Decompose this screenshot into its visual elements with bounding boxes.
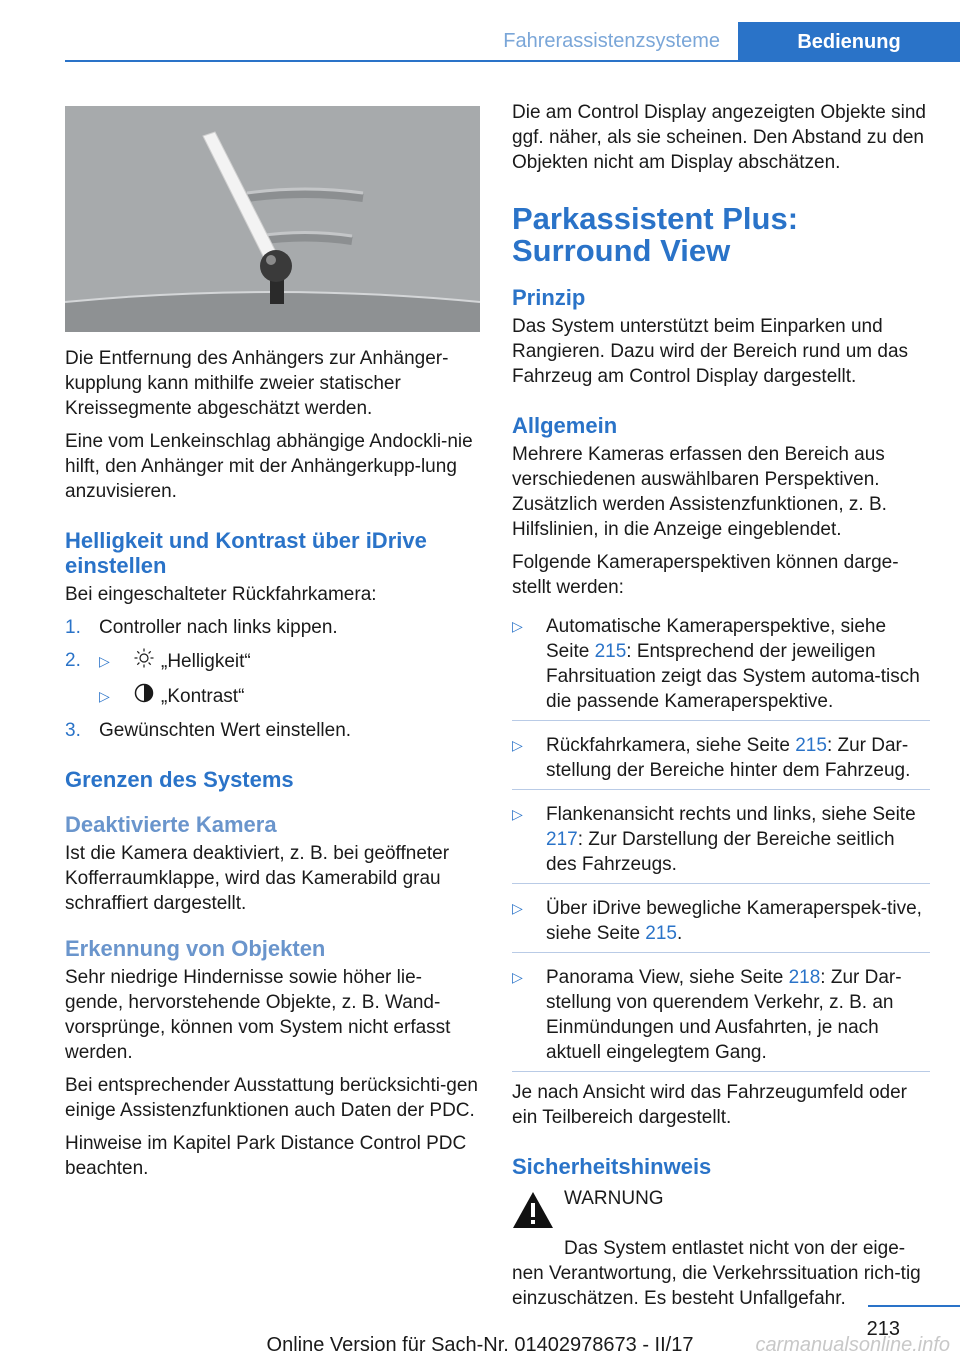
perspectives-list — [512, 608, 930, 1072]
left-column — [65, 100, 480, 1189]
steps-list — [65, 615, 480, 743]
list-item — [512, 959, 930, 1072]
heading-principle: Prinzip — [512, 285, 586, 310]
triangle-bullet-icon: ▷ — [512, 618, 523, 634]
page-link[interactable]: 215 — [594, 641, 627, 662]
footer-version: Online Version für Sach-Nr. 01402978673 - II/17 — [266, 1334, 694, 1356]
page-link[interactable]: 215 — [795, 735, 827, 756]
heading-surround-view: Parkassistent Plus: Surround View — [512, 201, 799, 268]
brightness-icon — [131, 648, 157, 675]
list-item-text: Panorama View, siehe Seite 218: Zur Dar‐stellung von querendem Verkehr, z. B. an Einmündungen und Ausfahrten, je nach aktuell eingelegtem Gang. — [546, 967, 902, 1063]
triangle-bullet-icon: ▷ — [512, 969, 523, 985]
list-item-text: Flankenansicht rechts und links, siehe Seite 217: Zur Darstellung der Bereiche seitlich des Fahrzeugs. — [546, 804, 916, 875]
step-number: 1. — [65, 617, 81, 638]
paragraph-display-distance: Die am Control Display angezeigten Objekte sind ggf. näher, als sie scheinen. Den Abstand zu den Objekten nicht am Display abschätzen. — [512, 102, 926, 173]
contrast-icon — [131, 683, 157, 710]
list-item — [512, 608, 930, 721]
header-section-title: Fahrerassistenzsysteme — [503, 30, 720, 52]
paragraph-view-area: Je nach Ansicht wird das Fahrzeugumfeld oder ein Teilbereich dargestellt. — [512, 1082, 907, 1128]
header-rule — [65, 60, 960, 62]
list-item-text: Automatische Kameraperspektive, siehe Seite 215: Entsprechend der jeweiligen Fahrsituation zeigt das System automa‐tisch die passende Kameraperspektive. — [546, 616, 920, 712]
heading-safety-note: Sicherheitshinweis — [512, 1154, 712, 1179]
page-link[interactable]: 217 — [546, 829, 578, 850]
warning-text: Das System entlastet nicht von der eige‐nen Verantwortung, die Verkehrssituation rich‐tig einzuschätzen. Es besteht Unfallgefahr. — [512, 1238, 921, 1309]
list-item-text: Rückfahrkamera, siehe Seite 215: Zur Dar‐stellung der Bereiche hinter dem Fahrzeug. — [546, 735, 911, 781]
step-text: Controller nach links kippen. — [99, 617, 338, 638]
paragraph-detection-1: Sehr niedrige Hindernisse sowie höher lie‐gende, hervorstehende Objekte, z. B. Wand‐vorsprünge, können vom System nicht erfasst werden. — [65, 967, 451, 1063]
step-text: Gewünschten Wert einstellen. — [99, 720, 352, 741]
substep-label-brightness: „Helligkeit“ — [161, 651, 251, 672]
paragraph-detection-3: Hinweise im Kapitel Park Distance Control PDC beachten. — [65, 1133, 467, 1179]
header-chapter-tab: Bedienung — [738, 22, 960, 62]
triangle-bullet-icon: ▷ — [512, 900, 523, 916]
step-item — [65, 718, 480, 743]
paragraph-docking-line: Eine vom Lenkeinschlag abhängige Andockli‐nie hilft, den Anhänger mit der Anhängerkupp‐lung anzuvisieren. — [65, 431, 473, 502]
paragraph-perspectives-intro: Folgende Kameraperspektiven können darge‐stellt werden: — [512, 552, 899, 598]
step-item — [65, 615, 480, 640]
step-item — [65, 648, 480, 675]
substep-label-contrast: „Kontrast“ — [161, 686, 245, 707]
warning-heading: WARNUNG — [564, 1188, 664, 1209]
list-item — [512, 890, 930, 953]
trailer-hitch-illustration — [65, 106, 480, 332]
warning-triangle-icon — [512, 1185, 564, 1236]
paragraph-detection-2: Bei entsprechender Ausstattung berücksichti‐gen einige Assistenzfunktionen auch Daten der PDC. — [65, 1075, 478, 1121]
trailer-camera-figure — [65, 106, 480, 332]
heading-deactivated-camera: Deaktivierte Kamera — [65, 812, 277, 837]
heading-system-limits: Grenzen des Systems — [65, 767, 294, 792]
step-substep — [99, 683, 244, 710]
triangle-bullet-icon: ▷ — [99, 688, 110, 704]
step-number: 2. — [65, 650, 81, 671]
page-link[interactable]: 215 — [645, 923, 677, 944]
paragraph-principle: Das System unterstützt beim Einparken und Rangieren. Dazu wird der Bereich rund um das Fahrzeug am Control Display dargestellt. — [512, 316, 909, 387]
right-column — [512, 100, 930, 1319]
step-number: 3. — [65, 720, 81, 741]
triangle-bullet-icon: ▷ — [512, 806, 523, 822]
watermark: carmanualsonline.info — [755, 1334, 950, 1356]
step-item — [65, 683, 480, 710]
list-item — [512, 727, 930, 790]
figure-caption: Die Entfernung des Anhängers zur Anhänger‐kupplung kann mithilfe zweier statischer Kreissegmente abgeschätzt werden. — [65, 348, 449, 419]
step-substep — [99, 648, 251, 675]
heading-object-detection: Erkennung von Objekten — [65, 936, 326, 961]
list-item — [512, 796, 930, 884]
paragraph-intro: Bei eingeschalteter Rückfahrkamera: — [65, 584, 377, 605]
page-number-rule — [868, 1305, 960, 1307]
warning-block — [512, 1185, 930, 1236]
page-link[interactable]: 218 — [788, 967, 821, 988]
paragraph-general: Mehrere Kameras erfassen den Bereich aus verschiedenen auswählbaren Perspektiven. Zusätzlich werden Assistenzfunktionen, z. B. Hilfslinien, in die Anzeige eingeblendet. — [512, 444, 887, 540]
paragraph-deactivated-camera: Ist die Kamera deaktiviert, z. B. bei geöffneter Kofferraumklappe, wird das Kamerabild grau schraffiert dargestellt. — [65, 843, 450, 914]
triangle-bullet-icon: ▷ — [99, 653, 110, 669]
list-item-text: Über iDrive bewegliche Kameraperspek‐tive, siehe Seite 215. — [546, 898, 922, 944]
heading-brightness-contrast: Helligkeit und Kontrast über iDrive einstellen — [65, 528, 427, 578]
triangle-bullet-icon: ▷ — [512, 737, 523, 753]
page-number: 213 — [866, 1318, 900, 1340]
heading-general: Allgemein — [512, 413, 618, 438]
